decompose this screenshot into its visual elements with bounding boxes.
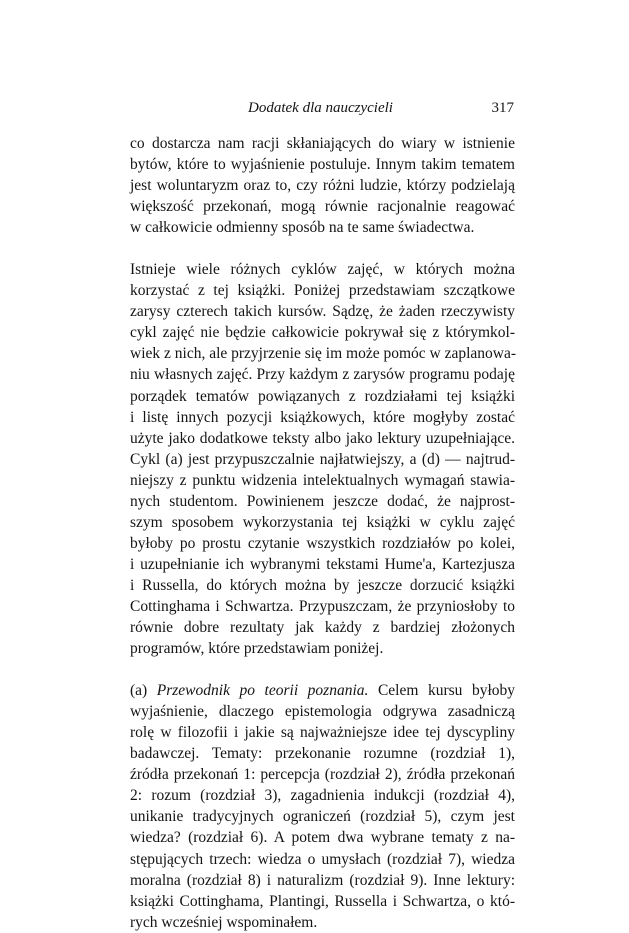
page-number: 317 [491, 100, 514, 116]
text-line: rolę w filozofii i jakie są najważniejsze idee tej dyscypliny [130, 724, 515, 742]
text-line: korzystać z tej książki. Poniżej przedstawiam szczątkowe [130, 282, 515, 300]
text-line: unikanie tradycyjnych ograniczeń (rozdział 5), czym jest [130, 808, 515, 826]
text-line: i listę innych pozycji książkowych, które mogłyby zostać [130, 408, 515, 426]
text-line: szym sposobem wykorzystania tej książki w cyklu zajęć [130, 513, 515, 531]
text-line: byłoby po prostu czytanie wszystkich rozdziałów po kolei, [130, 534, 515, 552]
text-line: i uzupełnianie ich wybranymi tekstami Hume'a, Kartezjusza [130, 555, 515, 573]
text-line: zarysy czterech takich kursów. Sądzę, że żaden rzeczywisty [130, 303, 515, 321]
text-line: niu własnych zajęć. Przy każdym z zarysów programu podaję [130, 366, 515, 384]
text-line: 2: rozum (rozdział 3), zagadnienia indukcji (rozdział 4), [130, 787, 515, 805]
text-line: wyjaśnienie, dlaczego epistemologia odgrywa zasadniczą [130, 703, 515, 721]
text-line: rych wcześniej wspominałem. [130, 913, 318, 931]
text-line: co dostarcza nam racji skłaniających do wiary w istnienie [130, 135, 515, 152]
paragraph-continuation [130, 133, 515, 238]
text-line: wiedza? (rozdział 6). A potem dwa wybrane tematy z na- [130, 829, 515, 847]
lead-rest: Celem kursu byłoby [368, 682, 516, 700]
text-line: porządek tematów powiązanych z rozdziałami tej książki [130, 387, 515, 405]
text-line: badawczej. Tematy: przekonanie rozumne (rozdział 1), [130, 745, 515, 763]
body-text [130, 133, 515, 933]
text-line: bytów, które to wyjaśnienie postuluje. Innym takim tematem [130, 156, 515, 174]
text-line: i Russella, do których można by jeszcze dorzucić książki [130, 576, 515, 594]
text-line: Istnieje wiele różnych cyklów zajęć, w których można [130, 261, 515, 279]
running-header [130, 100, 515, 122]
running-title: Dodatek dla nauczycieli [248, 100, 393, 116]
text-line: w całkowicie odmienny sposób na te same świadectwa. [130, 219, 475, 237]
text-line: stępujących trzech: wiedza o umysłach (rozdział 7), wiedza [130, 850, 515, 868]
text-line-lead [130, 680, 515, 701]
text-line: cykl zajęć nie będzie całkowicie pokrywał się z którymkol- [130, 324, 515, 342]
text-line: jest woluntaryzm oraz to, czy różni ludzie, którzy podzielają [130, 177, 515, 195]
text-line: Cottinghama i Schwartza. Przypuszczam, że przyniosłoby to [130, 597, 515, 615]
text-line: niejszy z punktu widzenia intelektualnych wymagań stawia- [130, 471, 515, 489]
text-line: programów, które przedstawiam poniżej. [130, 640, 384, 658]
paragraph-course-cycles [130, 259, 515, 659]
text-line: większość przekonań, mogą równie racjonalnie reagować [130, 198, 515, 216]
text-line: Cykl (a) jest przypuszczalnie najłatwiejszy, a (d) — najtrud- [130, 450, 515, 468]
text-line: wiek z nich, ale przyjrzenie się im może pomóc w zaplanowa- [130, 345, 517, 363]
text-line: książki Cottinghama, Plantingi, Russella i Schwartza, o któ- [130, 892, 515, 910]
text-line: użyte jako dodatkowe teksty albo jako lektury uzupełniające. [130, 429, 515, 447]
text-line: moralna (rozdział 8) i naturalizm (rozdział 9). Inne lektury: [130, 871, 515, 889]
course-title: Przewodnik po teorii poznania. [156, 682, 369, 700]
paragraph-course-a [130, 680, 515, 933]
text-line: nych studentom. Powinienem jeszcze dodać, że najprost- [130, 492, 515, 510]
text-line: źródła przekonań 1: percepcja (rozdział 2), źródła przekonań [130, 766, 515, 784]
text-line: równie dobre rezultaty jak każdy z bardziej złożonych [130, 619, 515, 637]
list-marker: (a) [130, 682, 157, 700]
